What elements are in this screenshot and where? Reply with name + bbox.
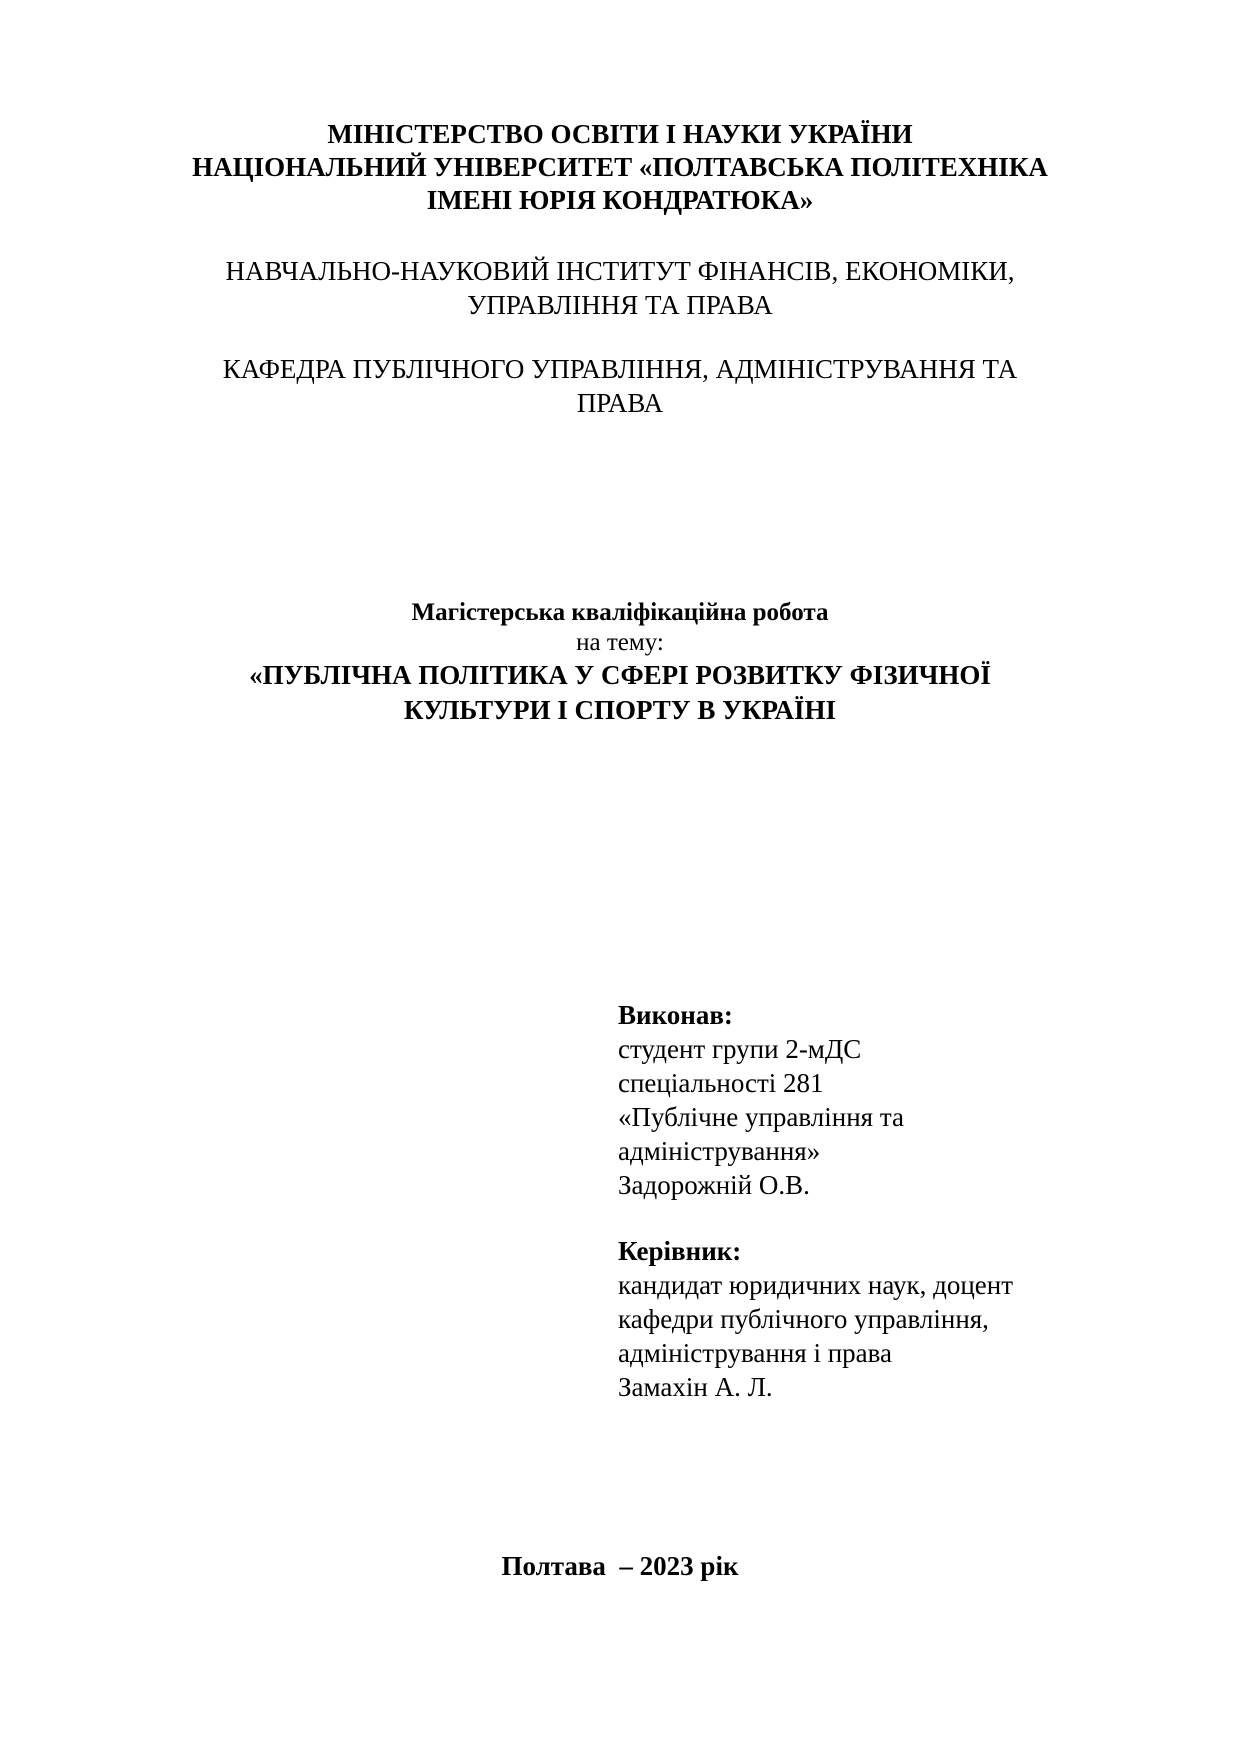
- executor-program-line-2: адміністрування»: [618, 1136, 821, 1166]
- institute-line-1: НАВЧАЛЬНО-НАУКОВИЙ ІНСТИТУТ ФІНАНСІВ, ЕКОНОМІКИ,: [225, 256, 1015, 286]
- supervisor-name: Замахін А. Л.: [618, 1372, 773, 1402]
- university-line: НАЦІОНАЛЬНИЙ УНІВЕРСИТЕТ «ПОЛТАВСЬКА ПОЛІТЕХНІКА: [192, 152, 1048, 182]
- executor-program-line-1: «Публічне управління та: [618, 1102, 904, 1132]
- ministry-header: [0, 118, 1240, 217]
- thesis-title-line-1: «ПУБЛІЧНА ПОЛІТИКА У СФЕРІ РОЗВИТКУ ФІЗИЧНОЇ: [249, 660, 991, 690]
- supervisor-department-line-1: кафедри публічного управління,: [618, 1304, 989, 1334]
- ministry-line: МІНІСТЕРСТВО ОСВІТИ І НАУКИ УКРАЇНИ: [327, 119, 913, 149]
- executor-specialty: спеціальності 281: [618, 1068, 824, 1098]
- executor-block: [618, 998, 1118, 1202]
- work-title-block: [0, 598, 1240, 728]
- executor-name: Задорожній О.В.: [618, 1170, 810, 1200]
- theme-prefix: на тему:: [576, 629, 664, 656]
- institute-name: [0, 254, 1240, 322]
- department-line-2: ПРАВА: [576, 388, 664, 418]
- university-name-line: ІМЕНІ ЮРІЯ КОНДРАТЮКА»: [426, 185, 814, 215]
- thesis-title-line-2: КУЛЬТУРИ І СПОРТУ В УКРАЇНІ: [403, 695, 837, 725]
- department-name: [0, 352, 1240, 420]
- supervisor-heading: Керівник:: [618, 1236, 742, 1266]
- department-line-1: КАФЕДРА ПУБЛІЧНОГО УПРАВЛІННЯ, АДМІНІСТРУВАННЯ ТА: [222, 354, 1018, 384]
- institute-line-2: УПРАВЛІННЯ ТА ПРАВА: [467, 290, 773, 320]
- supervisor-degree: кандидат юридичних наук, доцент: [618, 1270, 1014, 1300]
- executor-heading: Виконав:: [618, 1000, 733, 1030]
- city-year-footer: Полтава – 2023 рік: [501, 1551, 739, 1581]
- supervisor-department-line-2: адміністрування і права: [618, 1338, 893, 1368]
- supervisor-block: [618, 1234, 1118, 1404]
- executor-group: студент групи 2-мДС: [618, 1034, 862, 1064]
- work-type: Магістерська кваліфікаційна робота: [411, 599, 829, 626]
